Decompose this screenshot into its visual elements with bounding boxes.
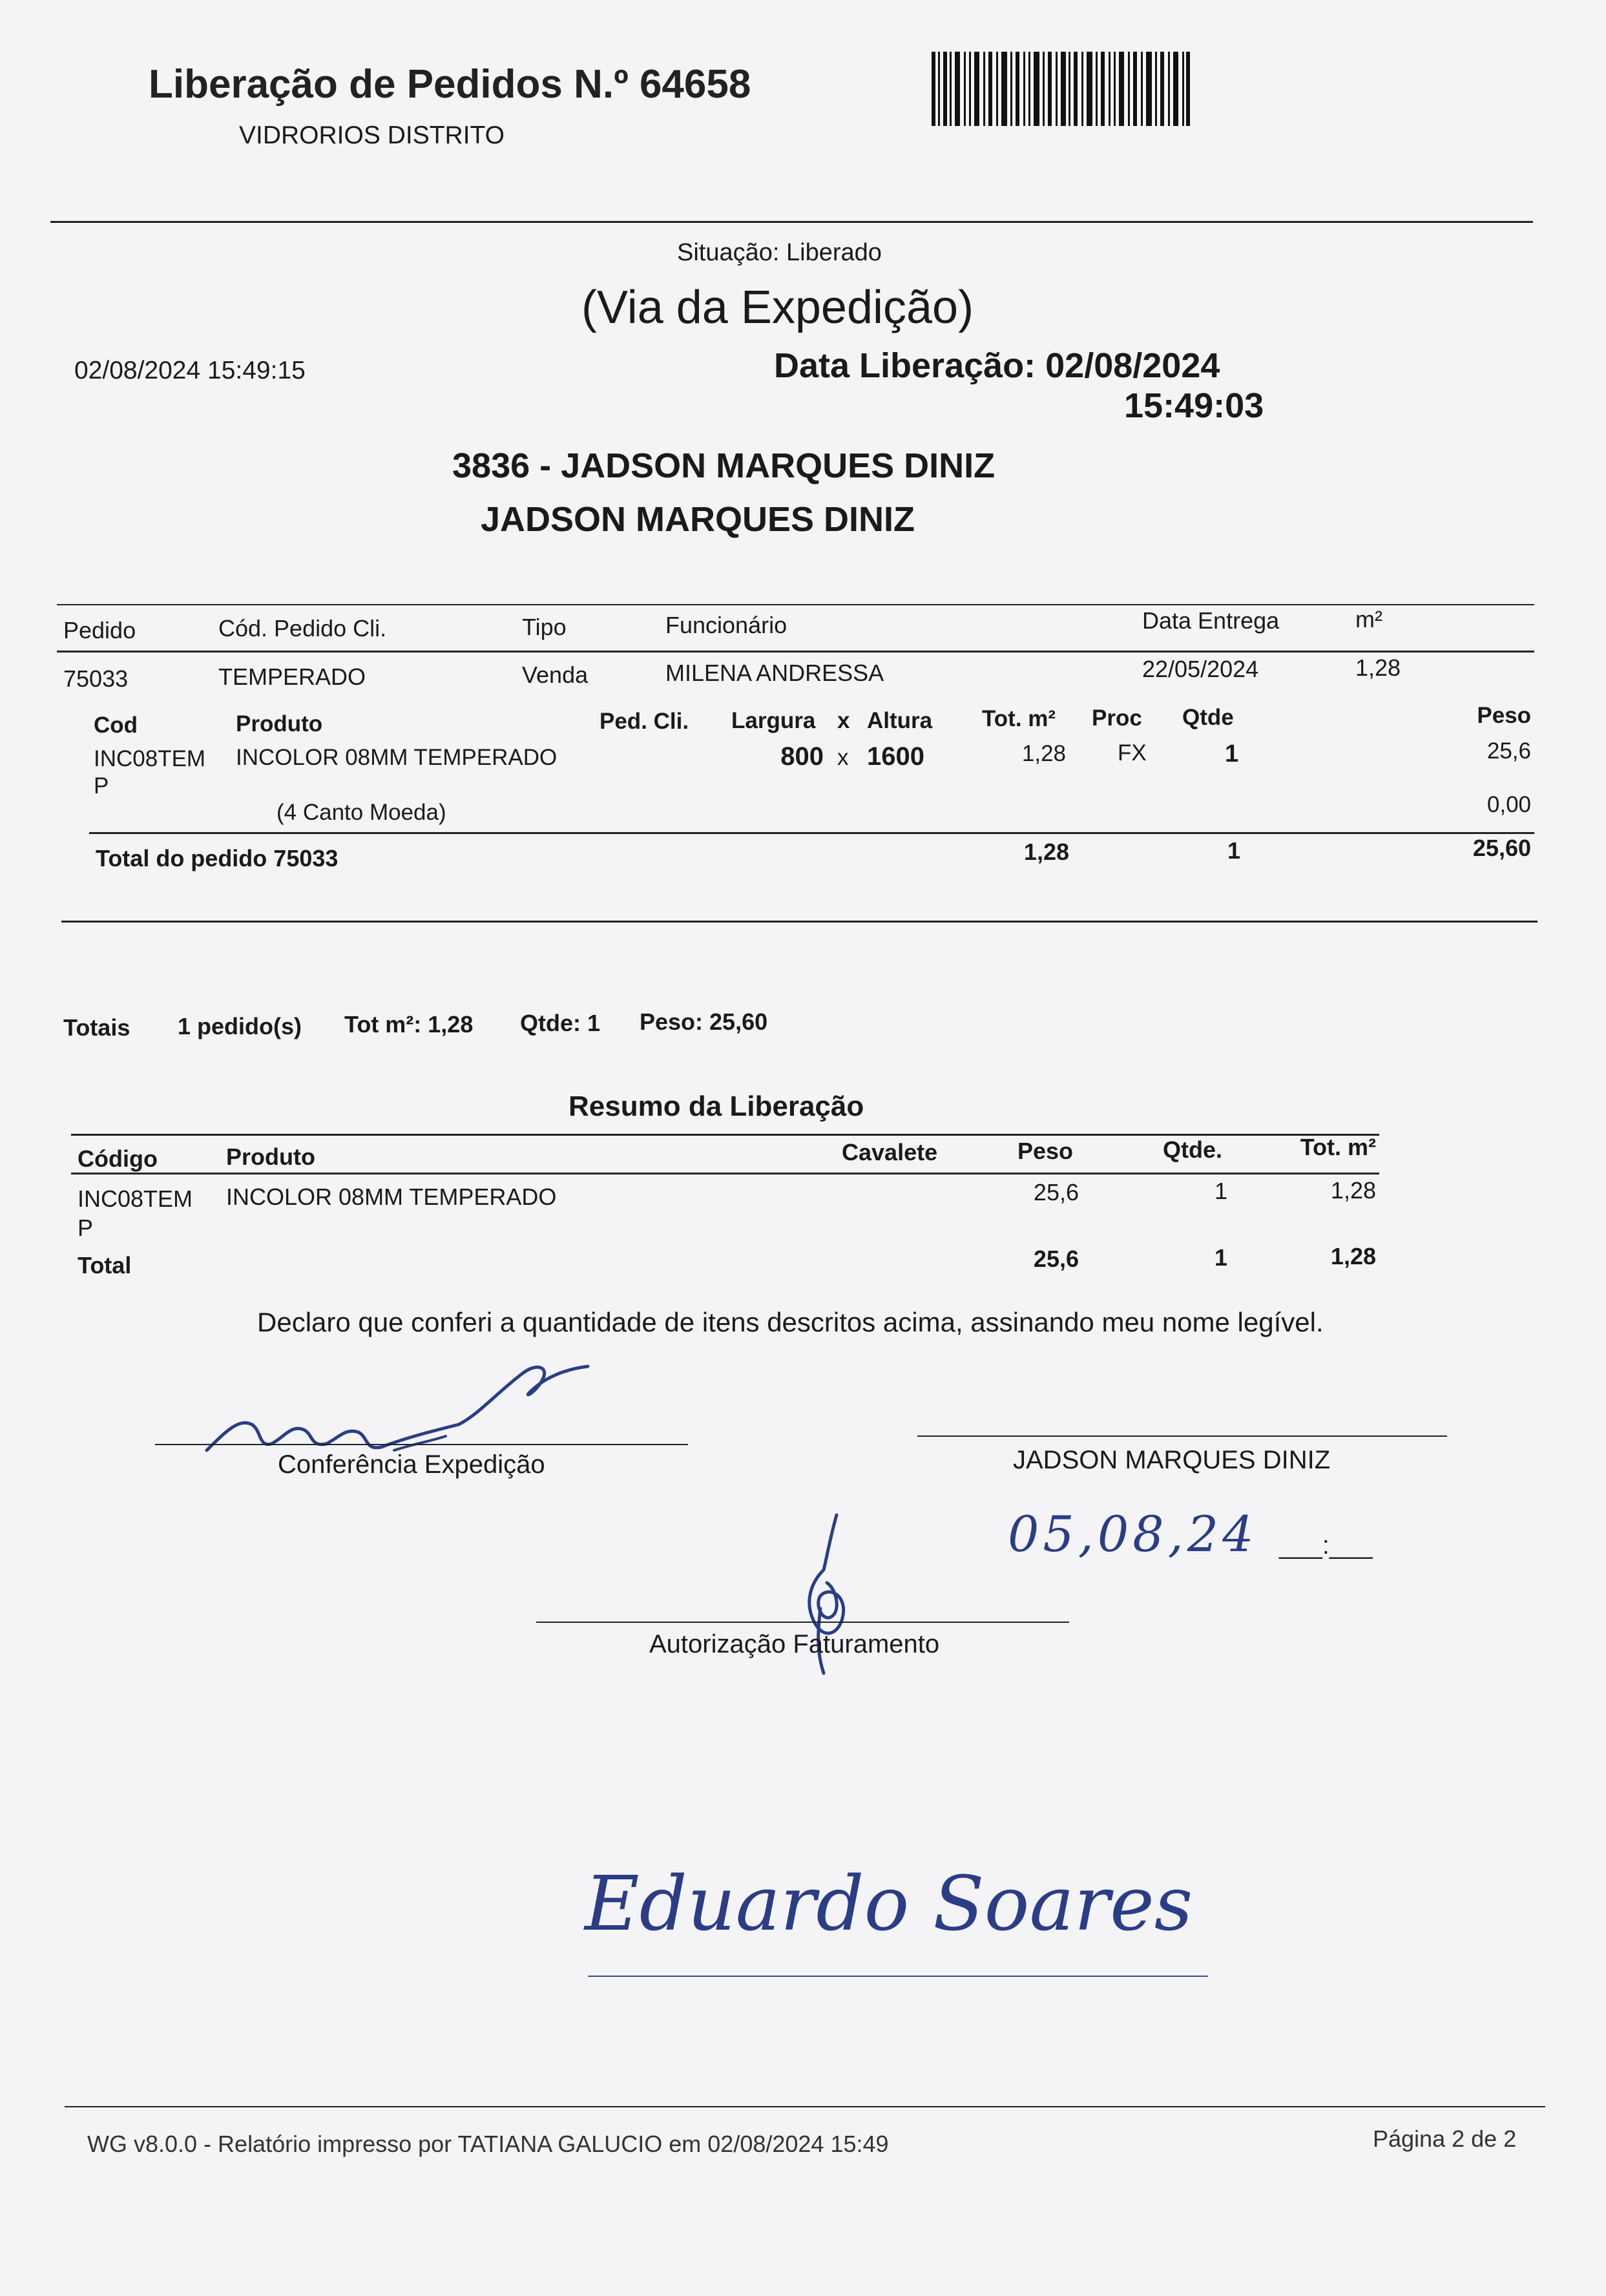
col-header-pedido: Pedido bbox=[63, 617, 136, 643]
summary-header-codigo: Código bbox=[78, 1145, 158, 1172]
item-note-peso: 0,00 bbox=[1486, 792, 1531, 817]
item-altura: 1600 bbox=[867, 742, 924, 771]
order-section-bottom-line bbox=[61, 921, 1538, 923]
document-title: Liberação de Pedidos N.º 64658 bbox=[149, 62, 751, 107]
summary-header-tot-m2: Tot. m² bbox=[1300, 1134, 1376, 1160]
col-header-m2: m² bbox=[1355, 606, 1382, 632]
summary-tot-m2: 1,28 bbox=[1330, 1177, 1376, 1204]
item-x: x bbox=[837, 745, 849, 770]
print-datetime: 02/08/2024 15:49:15 bbox=[74, 357, 306, 384]
item-header-x: x bbox=[837, 708, 850, 733]
item-qtde: 1 bbox=[1225, 740, 1239, 767]
time-placeholder: ___:___ bbox=[1279, 1531, 1373, 1560]
summary-header-peso: Peso bbox=[1017, 1138, 1074, 1164]
summary-total-qtde: 1 bbox=[1215, 1244, 1228, 1271]
footer-divider bbox=[65, 2106, 1545, 2107]
autorizacao-signature-line bbox=[536, 1622, 1069, 1623]
handwritten-date: 05,08,24 bbox=[1008, 1505, 1258, 1563]
item-header-proc: Proc bbox=[1092, 705, 1142, 731]
summary-title: Resumo da Liberação bbox=[568, 1091, 864, 1122]
item-note: (4 Canto Moeda) bbox=[276, 800, 446, 825]
footer-printed-by: WG v8.0.0 - Relatório impresso por TATIANA GALUCIO em 02/08/2024 15:49 bbox=[87, 2131, 889, 2157]
item-header-qtde: Qtde bbox=[1182, 705, 1234, 730]
client-signature-name: JADSON MARQUES DINIZ bbox=[1013, 1446, 1331, 1474]
item-cod-line2: P bbox=[94, 773, 109, 798]
col-header-tipo: Tipo bbox=[522, 614, 567, 640]
autorizacao-label: Autorização Faturamento bbox=[649, 1630, 940, 1658]
order-total-m2: 1,28 bbox=[1023, 839, 1069, 865]
item-largura: 800 bbox=[780, 742, 824, 771]
data-liberacao-date: Data Liberação: 02/08/2024 bbox=[774, 346, 1220, 385]
col-header-cod-pedido-cli: Cód. Pedido Cli. bbox=[218, 615, 387, 642]
barcode-graphic bbox=[932, 52, 1190, 126]
item-peso: 25,6 bbox=[1486, 738, 1531, 764]
col-header-funcionario: Funcionário bbox=[665, 612, 787, 638]
conferencia-signature bbox=[200, 1353, 614, 1463]
item-header-tot-m2: Tot. m² bbox=[982, 706, 1056, 731]
totals-tot-m2: Tot m²: 1,28 bbox=[344, 1011, 474, 1038]
order-total-qtde: 1 bbox=[1227, 837, 1241, 864]
item-cod-line1: INC08TEM bbox=[94, 746, 206, 771]
order-table-header-line bbox=[57, 651, 1534, 652]
summary-total-peso: 25,6 bbox=[1033, 1246, 1079, 1272]
order-funcionario: MILENA ANDRESSA bbox=[665, 660, 884, 686]
client-signature-line bbox=[917, 1435, 1447, 1437]
order-cod-pedido-cli: TEMPERADO bbox=[218, 663, 366, 690]
item-header-largura: Largura bbox=[731, 708, 816, 733]
handwritten-name-line bbox=[588, 1976, 1208, 1977]
items-total-line bbox=[89, 832, 1534, 834]
order-data-entrega: 22/05/2024 bbox=[1142, 656, 1259, 682]
item-header-altura: Altura bbox=[867, 708, 933, 733]
order-total-label: Total do pedido 75033 bbox=[96, 845, 339, 871]
totals-label: Totais bbox=[63, 1014, 130, 1041]
footer-page: Página 2 de 2 bbox=[1373, 2125, 1517, 2152]
item-header-ped-cli: Ped. Cli. bbox=[600, 709, 689, 734]
company-name: VIDRORIOS DISTRITO bbox=[239, 121, 505, 149]
summary-codigo-line2: P bbox=[78, 1215, 94, 1241]
item-header-peso: Peso bbox=[1477, 703, 1531, 728]
data-liberacao-time: 15:49:03 bbox=[1124, 386, 1264, 425]
summary-header-qtde: Qtde. bbox=[1163, 1136, 1223, 1163]
summary-header-cavalete: Cavalete bbox=[842, 1139, 938, 1165]
order-tipo: Venda bbox=[522, 662, 589, 688]
declaration-text: Declaro que conferi a quantidade de itens descritos acima, assinando meu nome legível. bbox=[257, 1307, 1324, 1337]
order-table-top-line bbox=[57, 604, 1534, 605]
summary-total-label: Total bbox=[78, 1252, 132, 1278]
totals-peso: Peso: 25,60 bbox=[640, 1008, 768, 1035]
item-header-produto: Produto bbox=[236, 711, 323, 736]
order-m2: 1,28 bbox=[1355, 654, 1401, 681]
order-total-peso: 25,60 bbox=[1472, 835, 1531, 861]
summary-header-line bbox=[71, 1173, 1379, 1174]
item-header-cod: Cod bbox=[94, 713, 138, 738]
item-tot-m2: 1,28 bbox=[1021, 741, 1066, 766]
client-code-name: 3836 - JADSON MARQUES DINIZ bbox=[452, 446, 996, 485]
via-label: (Via da Expedição) bbox=[581, 282, 974, 333]
conferencia-label: Conferência Expedição bbox=[278, 1450, 545, 1479]
order-pedido: 75033 bbox=[63, 665, 129, 692]
handwritten-name: Eduardo Soares bbox=[585, 1861, 1193, 1948]
summary-codigo-line1: INC08TEM bbox=[78, 1185, 193, 1212]
summary-total-tot-m2: 1,28 bbox=[1330, 1243, 1376, 1269]
totals-qtde: Qtde: 1 bbox=[520, 1010, 601, 1036]
client-name: JADSON MARQUES DINIZ bbox=[480, 500, 915, 539]
conferencia-signature-line bbox=[155, 1444, 688, 1445]
header-divider bbox=[50, 221, 1533, 223]
totals-pedidos: 1 pedido(s) bbox=[178, 1013, 302, 1039]
summary-peso: 25,6 bbox=[1033, 1179, 1079, 1205]
summary-top-line bbox=[71, 1134, 1379, 1136]
summary-qtde: 1 bbox=[1215, 1178, 1228, 1204]
status-situacao: Situação: Liberado bbox=[677, 239, 882, 266]
item-produto: INCOLOR 08MM TEMPERADO bbox=[236, 745, 558, 770]
summary-header-produto: Produto bbox=[226, 1143, 315, 1170]
barcode bbox=[932, 52, 1190, 126]
item-proc: FX bbox=[1118, 740, 1147, 766]
summary-produto: INCOLOR 08MM TEMPERADO bbox=[226, 1184, 557, 1210]
col-header-data-entrega: Data Entrega bbox=[1142, 607, 1280, 634]
